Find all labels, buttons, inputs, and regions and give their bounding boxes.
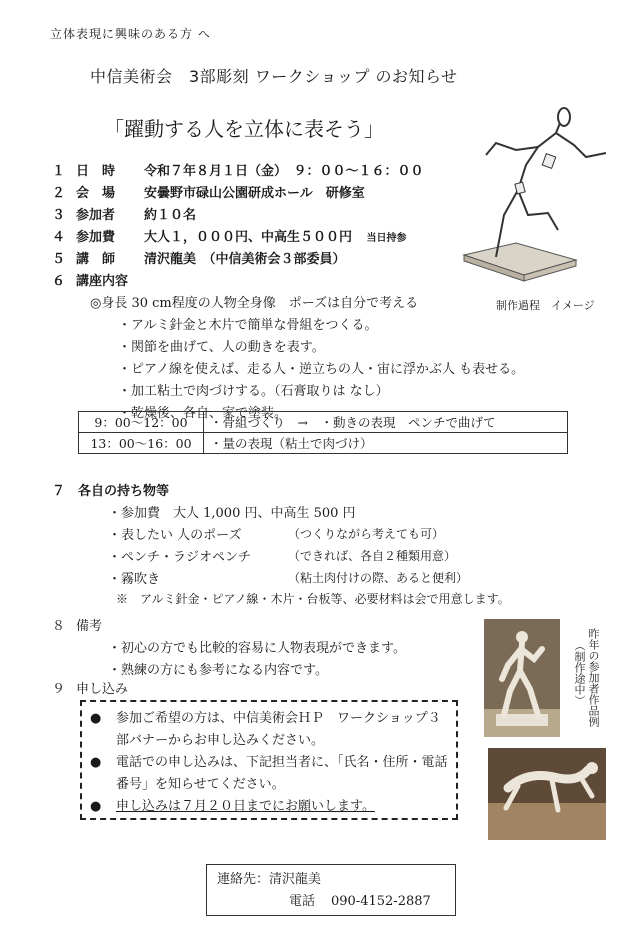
page-title: 中信美術会 3部彫刻 ワークショップ のお知らせ — [90, 67, 458, 86]
item-participants: ３ 参加者 約１０名 — [52, 208, 197, 223]
belongings-heading: ７ 各自の持ち物等 — [52, 484, 170, 499]
course-point: ・アルミ針金と木片で簡単な骨組をつくる。 — [118, 318, 378, 333]
course-point: ・関節を曲げて、人の動きを表す。 — [118, 340, 325, 355]
contact-box — [206, 864, 456, 916]
table-row — [79, 412, 568, 433]
belonging-note: （つくりながら考えても可） — [288, 527, 445, 541]
contact-phone: 090-4152-2887 — [331, 894, 431, 909]
schedule-time: 9：00～12：00 — [79, 412, 204, 433]
item-fee: ４ 参加費 大人１，０００円、中高生５００円 当日持参 — [52, 230, 407, 245]
contact-phone-line: 電話 090-4152-2887 — [289, 894, 431, 909]
sample-photo-standing — [484, 619, 560, 737]
apply-bullet: ● 電話での申し込みは、下記担当者に、「氏名・住所・電話番号」を知らせてください。 — [90, 752, 452, 796]
apply-bullet-deadline: ● 申し込みは７月２０日までにお願いします。 — [90, 796, 452, 818]
apply-heading: ９ 申し込み — [52, 682, 129, 697]
item-course: ６ 講座内容 — [52, 274, 129, 289]
course-point: ・乾燥後、各自、家で塗装。 — [118, 406, 288, 421]
apply-box — [80, 700, 458, 820]
belonging-item: ・霧吹き — [108, 572, 161, 587]
course-intro: ◎身長 30 cm程度の人物全身像 ポーズは自分で考える — [90, 296, 419, 311]
image-caption: 制作過程 イメージ — [496, 299, 595, 312]
belonging-note: （できれば、各自２種類用意） — [288, 549, 457, 563]
contact-name: 連絡先：清沢龍美 — [217, 872, 322, 887]
remark-line: ・熟練の方にも参考になる内容です。 — [108, 663, 328, 678]
item-instructor: ５ 講 師 清沢龍美 （中信美術会３部委員） — [52, 252, 346, 267]
workshop-theme: 「躍動する人を立体に表そう」 — [104, 117, 384, 141]
remark-line: ・初心の方でも比較的容易に人物表現ができます。 — [108, 641, 406, 656]
photo-caption-sub: （制作途中） — [573, 640, 586, 706]
table-row — [79, 433, 568, 454]
schedule-time: 13：00～16：00 — [79, 433, 204, 454]
remarks-heading: ８ 備考 — [52, 619, 103, 634]
belonging-note: （粘土肉付けの際、あると便利） — [288, 571, 469, 585]
schedule-table — [78, 411, 568, 454]
belongings-footnote: ※ アルミ針金・ピアノ線・木片・台板等、必要材料は会で用意します。 — [116, 592, 510, 606]
belonging-item: ・ペンチ・ラジオペンチ — [108, 550, 252, 565]
photo-caption-main: 昨年の参加者作品例 — [587, 628, 600, 727]
sample-photo-reclining — [488, 748, 606, 840]
armature-image — [456, 95, 616, 290]
schedule-content: ・量の表現（粘土で肉づけ） — [204, 433, 568, 454]
apply-bullet: ● 参加ご希望の方は、中信美術会ＨＰ ワークショップ３部バナーからお申し込みください。 — [90, 708, 452, 752]
belonging-item: ・表したい 人のポーズ — [108, 528, 242, 543]
belonging-item: ・参加費 大人 1,000 円、中高生 500 円 — [108, 506, 356, 521]
item-venue: ２ 会 場 安曇野市碌山公園研成ホール 研修室 — [52, 186, 365, 201]
schedule-content: ・骨組づくり → ・動きの表現 ペンチで曲げて — [204, 412, 568, 433]
course-point: ・ピアノ線を使えば、走る人・逆立ちの人・宙に浮かぶ人 も表せる。 — [118, 362, 525, 377]
course-point: ・加工粘土で肉づけする。（石膏取りは なし） — [118, 384, 389, 399]
item-datetime: １ 日 時 令和７年８月１日（金） ９：００～１６：００ — [52, 164, 424, 179]
audience-line: 立体表現に興味のある方 へ — [50, 27, 211, 41]
